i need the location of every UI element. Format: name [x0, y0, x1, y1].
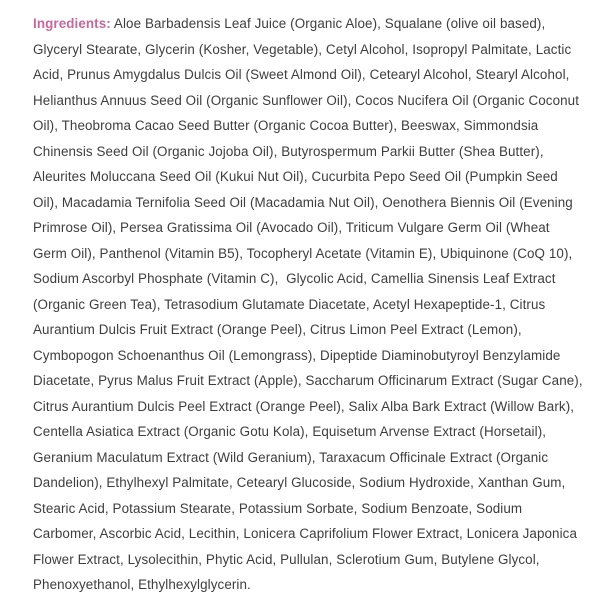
ingredients-label: Ingredients: [33, 16, 111, 31]
ingredients-paragraph [33, 11, 587, 598]
ingredients-text: Aloe Barbadensis Leaf Juice (Organic Aloe), Squalane (olive oil based), Glyceryl Stearate, Glycerin (Kosher, Vegetable), Cetyl Alcohol, Isopropyl Palmitate, Lactic Acid, Prunus Amygdalus Dulcis Oil (Sweet Almond Oil), Cetearyl Alcohol, Stearyl Alcohol, Helianthus Annuus Seed Oil (Organic Sunflower Oil), Cocos Nucifera Oil (Organic Coconut Oil), Theobroma Cacao Seed Butter (Organic Cocoa Butter), Beeswax, Simmondsia Chinensis Seed Oil (Organic Jojoba Oil), Butyrospermum Parkii Butter (Shea Butter), Aleurites Moluccana Seed Oil (Kukui Nut Oil), Cucurbita Pepo Seed Oil (Pumpkin Seed Oil), Macadamia Ternifolia Seed Oil (Macadamia Nut Oil), Oenothera Biennis Oil (Evening Primrose Oil), Persea Gratissima Oil (Avocado Oil), Triticum Vulgare Germ Oil (Wheat Germ Oil), Panthenol (Vitamin B5), Tocopheryl Acetate (Vitamin E), Ubiquinone (CoQ 10), Sodium Ascorbyl Phosphate (Vitamin C), Glycolic Acid, Camellia Sinensis Leaf Extract (Organic Green Tea), Tetrasodium Glutamate Diacetate, Acetyl Hexapeptide-1, Citrus Aurantium Dulcis Fruit Extract (Orange Peel), Citrus Limon Peel Extract (Lemon), Cymbopogon Schoenanthus Oil (Lemongrass), Dipeptide Diaminobutyroyl Benzylamide Diacetate, Pyrus Malus Fruit Extract (Apple), Saccharum Officinarum Extract (Sugar Cane), Citrus Aurantium Dulcis Peel Extract (Orange Peel), Salix Alba Bark Extract (Willow Bark), Centella Asiatica Extract (Organic Gotu Kola), Equisetum Arvense Extract (Horsetail), Geranium Maculatum Extract (Wild Geranium), Taraxacum Officinale Extract (Organic Dandelion), Ethylhexyl Palmitate, Cetearyl Glucoside, Sodium Hydroxide, Xanthan Gum, Stearic Acid, Potassium Stearate, Potassium Sorbate, Sodium Benzoate, Sodium Carbomer, Ascorbic Acid, Lecithin, Lonicera Caprifolium Flower Extract, Lonicera Japonica Flower Extract, Lysolecithin, Phytic Acid, Pullulan, Sclerotium Gum, Butylene Glycol, Phenoxyethanol, Ethylhexylglycerin. [33, 16, 587, 592]
